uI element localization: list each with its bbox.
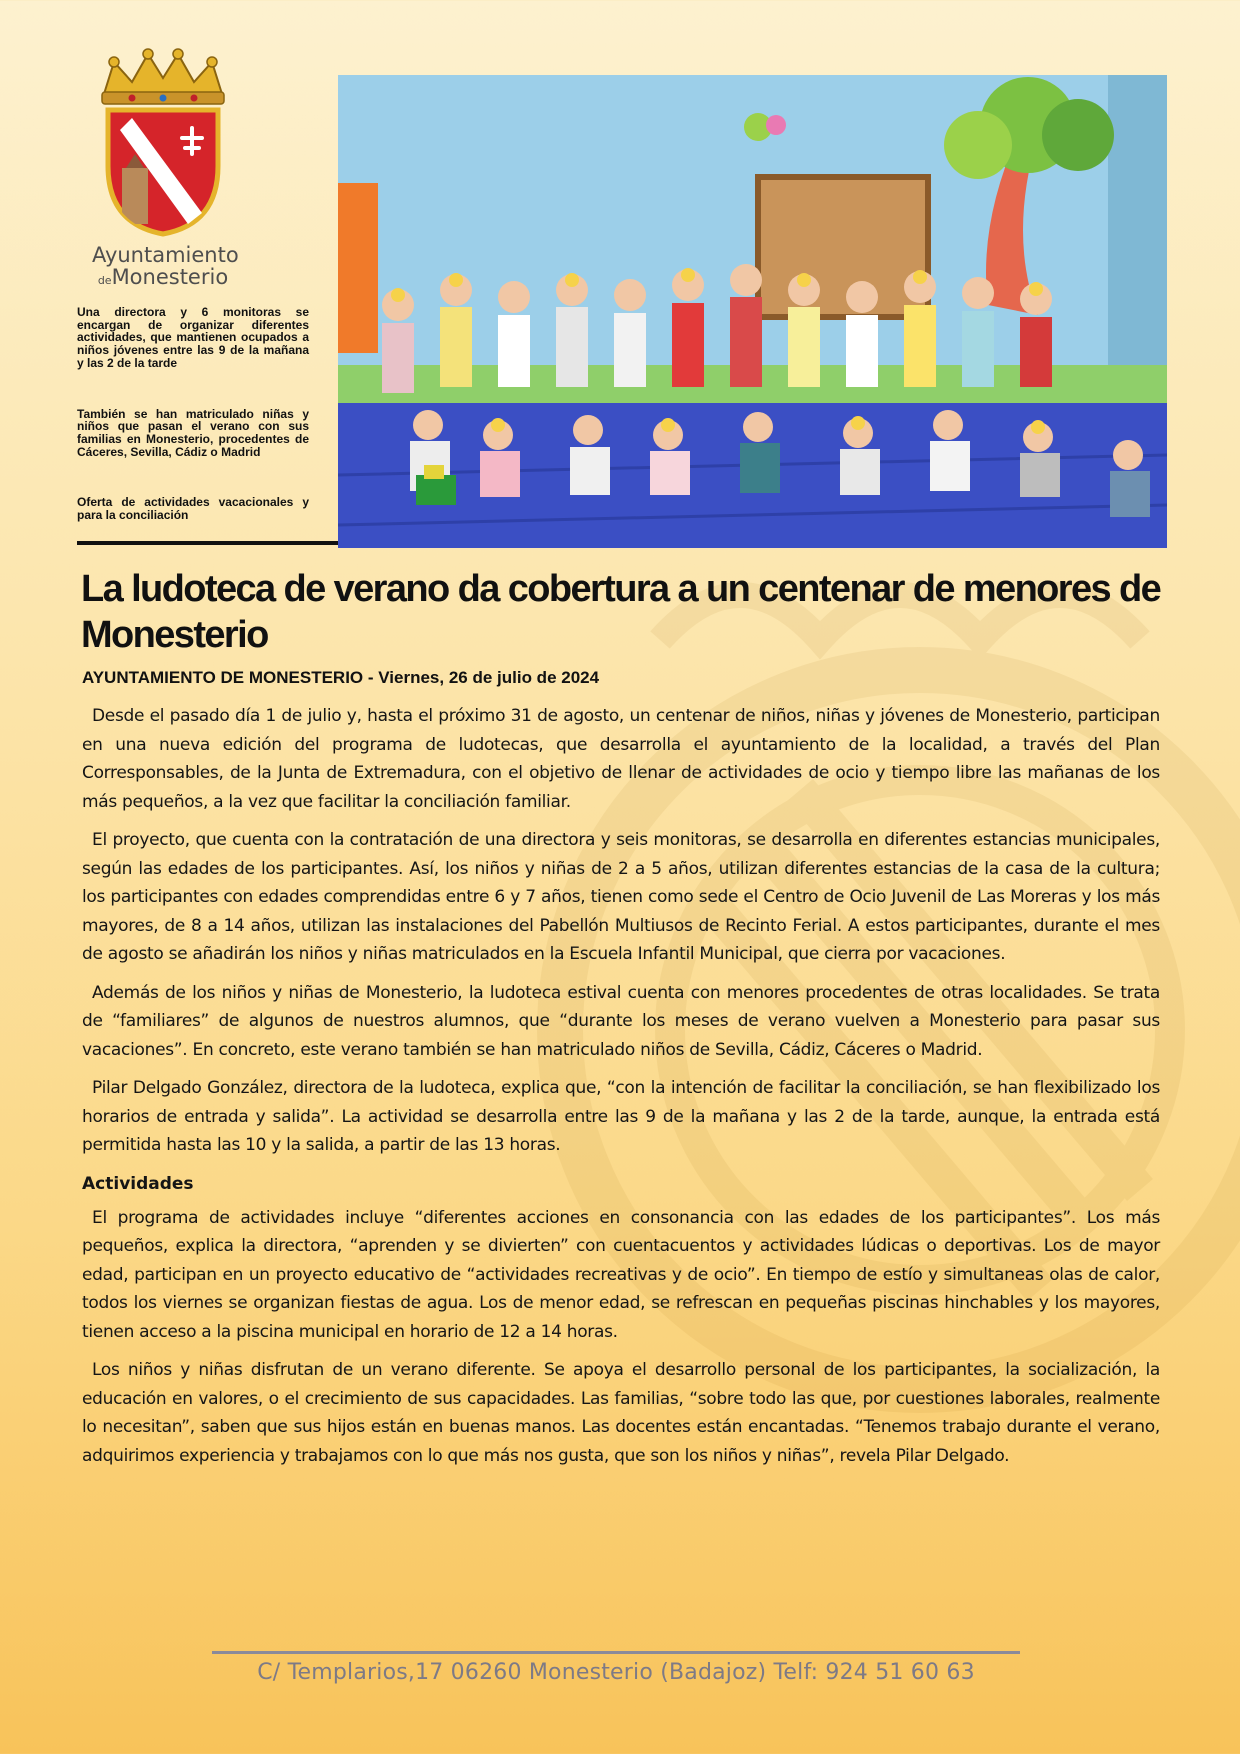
sidebar-note: Una directora y 6 monitoras se encargan de organizar diferentes actividades, que mantienen ocupados a niños jóvenes entre las 9 de la mañana y las 2 de la tarde — [77, 305, 309, 370]
coat-of-arms-icon — [92, 48, 234, 238]
sidebar-highlights — [77, 306, 309, 522]
article-headline: La ludoteca de verano da cobertura a un centenar de menores de Monesterio — [81, 568, 1161, 656]
children-group-photo-illustration — [338, 75, 1167, 548]
logo-name-line1: Ayuntamiento — [92, 243, 239, 267]
logo-name-line2 — [92, 266, 234, 288]
article-paragraph: Pilar Delgado González, directora de la ludoteca, explica que, “con la intención de facilitar la conciliación, se han flexibilizado los horarios de entrada y salida”. La actividad se desarrolla entre las 9 de la mañana y las 2 de la tarde, aunque, la entrada está permitida hasta las 10 y la salida, a partir de las 13 horas. — [82, 1078, 1160, 1155]
logo-name-main: Monesterio — [111, 265, 229, 290]
article-paragraph: El proyecto, que cuenta con la contratación de una directora y seis monitoras, se desarrolla en diferentes estancias municipales, según las edades de los participantes. Así, los niños y niñas de 2 a 5 años, utilizan diferentes estancias de la casa de la cultura; los participantes con edades comprendidas entre 6 y 7 años, tienen como sede el Centro de Ocio Juvenil de Las Moreras y los más mayores, de 8 a 14 años, utilizan las instalaciones del Pabellón Multiusos de Recinto Ferial. A estos participantes, durante el mes de agosto se añadirán los niños y niñas matriculados en la Escuela Infantil Municipal, que cierra por vacaciones. — [82, 830, 1160, 964]
sidebar-note: También se han matriculado niñas y niños que pasan el verano con sus familias en Monesterio, procedentes de Cáceres, Sevilla, Cádiz o Madrid — [77, 406, 309, 459]
article-dateline: AYUNTAMIENTO DE MONESTERIO - Viernes, 26 de julio de 2024 — [82, 668, 600, 687]
footer-divider — [212, 1651, 1020, 1654]
article-paragraph: Además de los niños y niñas de Monesterio, la ludoteca estival cuenta con menores procedentes de otras localidades. Se trata de “familiares” de algunos de nuestros alumnos, que “durante los meses de verano vuelven a Monesterio para pasar sus vacaciones”. En concreto, este verano también se han matriculado niños de Sevilla, Cádiz, Cáceres o Madrid. — [82, 982, 1160, 1060]
article-paragraph: Los niños y niñas disfrutan de un verano diferente. Se apoya el desarrollo personal de los participantes, la socialización, la educación en valores, o el crecimiento de sus capacidades. Las familias, “sobre todo las que, por cuestiones laborales, realmente lo necesitan”, saben que sus hijos están en buenas manos. Las docentes están encantadas. “Tenemos trabajo durante el verano, adquirimos experiencia y trabajamos con lo que más nos gusta, que son los niños y niñas”, revela Pilar Delgado. — [82, 1360, 1160, 1466]
municipality-logo — [92, 48, 239, 290]
sidebar-note: Oferta de actividades vacacionales y para la conciliación — [77, 495, 309, 523]
article-paragraph: Desde el pasado día 1 de julio y, hasta el próximo 31 de agosto, un centenar de niños, niñas y jóvenes de Monesterio, participan en una nueva edición del programa de ludotecas, que desarrolla el ayuntamiento de la localidad, a través del Plan Corresponsables, de la Junta de Extremadura, con el objetivo de llenar de actividades de ocio y tiempo libre las mañanas de los más pequeños, a la vez que facilitar la conciliación familiar. — [82, 706, 1160, 812]
logo-name-prefix: de — [97, 274, 112, 288]
footer-address: C/ Templarios,17 06260 Monesterio (Badajoz) Telf: 924 51 60 63 — [257, 1660, 975, 1685]
section-heading: Actividades — [82, 1173, 194, 1194]
group-photo — [338, 75, 1167, 548]
article-paragraph: El programa de actividades incluye “diferentes acciones en consonancia con las edades de los participantes”. Los más pequeños, explica la directora, “aprenden y se divierten” con cuentacuentos y actividades lúdicas o deportivas. Los de mayor edad, participan en un proyecto educativo de “actividades recreativas y de ocio”. En tiempo de estío y simultaneas olas de calor, todos los viernes se organizan fiestas de agua. Los de menor edad, se refrescan en pequeñas piscinas hinchables y los mayores, tienen acceso a la piscina municipal en horario de 12 a 14 horas. — [82, 1207, 1160, 1342]
article-body — [82, 702, 1160, 1480]
sidebar-divider — [77, 541, 339, 545]
